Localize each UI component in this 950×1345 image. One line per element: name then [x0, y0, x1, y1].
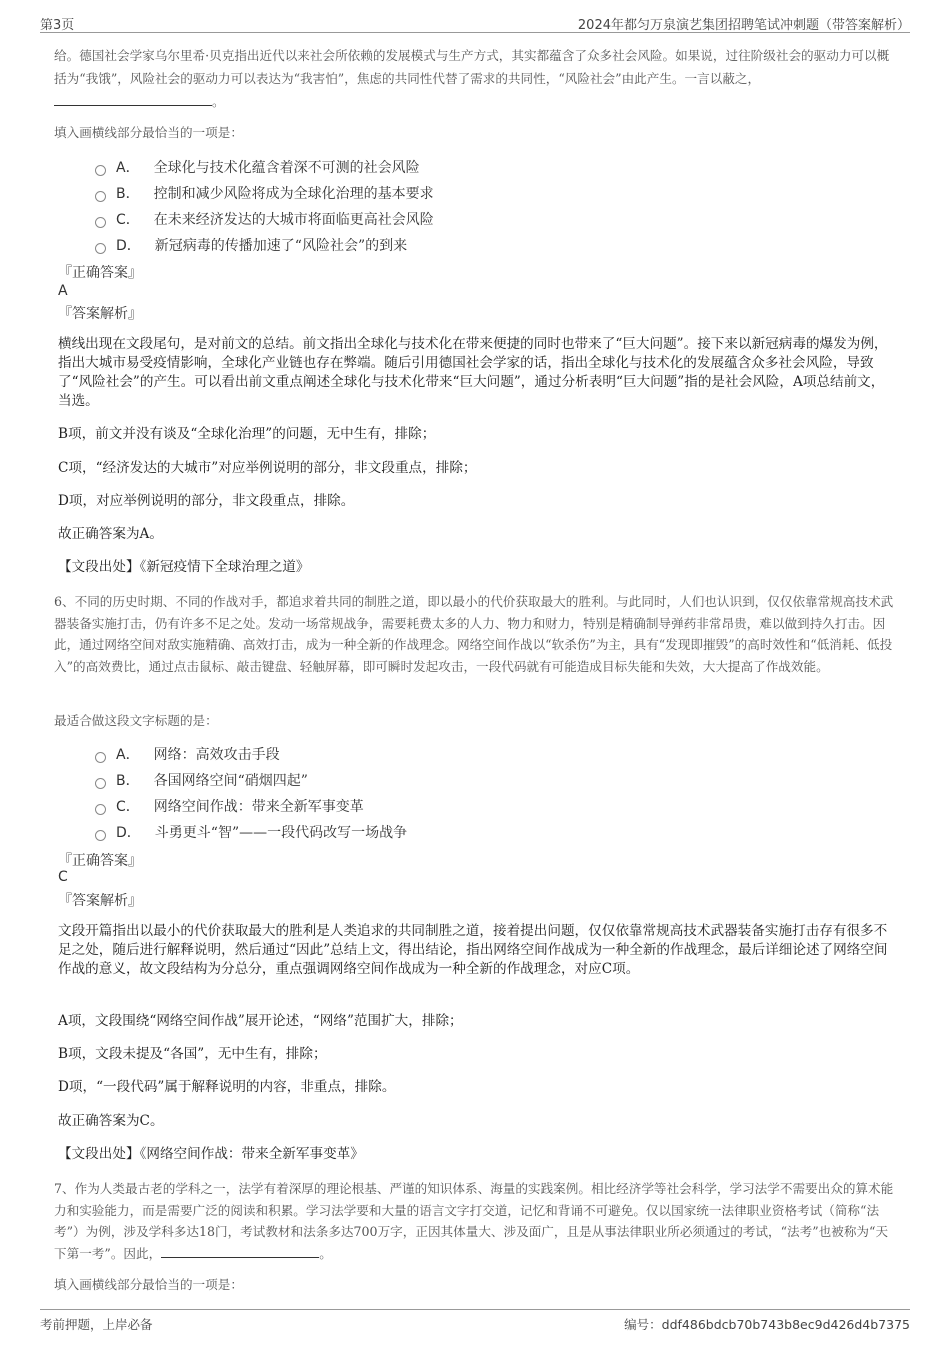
q7-passage-text: 7、作为人类最古老的学科之一，法学有着深厚的理论根基、严谨的知识体系、海量的实践案例。相比经济学等社会科学，学习法学不需要出众的算术能力和实验能力，而是需要广泛的阅读和积累。学习法学要和大量的语言文字打交道，记忆和背诵不可避免。仅以国家统一法律职业资格考试（简称“法考”）为例，涉及学科多达18门，考试教材和法条多达700万字，正因其体量大、涉及面广，且是从事法律职业所必须通过的考试，“法考”也被称为“天下第一考”。因此， [54, 1181, 894, 1261]
q5-correct-answer: A [58, 283, 68, 299]
radio-icon[interactable] [95, 165, 106, 176]
q6-option-c[interactable] [95, 796, 364, 816]
radio-icon[interactable] [95, 804, 106, 815]
q5-correct-answer-label: 『正确答案』 [58, 265, 142, 281]
radio-icon[interactable] [95, 778, 106, 789]
footer-slogan: 考前押题，上岸必备 [40, 1317, 153, 1332]
option-letter: B． [116, 773, 140, 789]
option-text: 斗勇更斗“智”——一段代码改写一场战争 [154, 825, 408, 841]
answer-blank [54, 93, 212, 106]
q6-explanation-main: 文段开篇指出以最小的代价获取最大的胜利是人类追求的共同制胜之道，接着提出问题，仅仅依靠常规高技术武器装备实施打击存有很多不足之处，随后进行解释说明，然后通过“因此”总结上文，得出结论，指出网络空间作战成为一种全新的作战理念，最后详细论述了网络空间作战的意义，故文段结构为分总分，重点强调网络空间作战成为一种全新的作战理念，对应C项。 [58, 923, 888, 977]
q5-explanation-c: C项，“经济发达的大城市”对应举例说明的部分，非文段重点，排除； [58, 460, 477, 476]
q5-option-d[interactable] [95, 235, 407, 255]
page-header [40, 12, 910, 33]
radio-icon[interactable] [95, 752, 106, 763]
q6-explanation-a: A项，文段围绕“网络空间作战”展开论述，“网络”范围扩大，排除； [58, 1013, 463, 1029]
option-text: 网络空间作战：带来全新军事变革 [153, 799, 364, 815]
q5-option-c[interactable] [95, 209, 434, 229]
option-text: 各国网络空间“硝烟四起” [153, 773, 308, 789]
code-label: 编号： [624, 1317, 662, 1332]
radio-icon[interactable] [95, 191, 106, 202]
q5-source: 【文段出处】《新冠疫情下全球治理之道》 [58, 559, 310, 575]
q5-conclusion: 故正确答案为A。 [58, 526, 163, 542]
q5-explanation-b: B项，前文并没有谈及“全球化治理”的问题，无中生有，排除； [58, 426, 436, 442]
option-letter: C． [116, 212, 140, 228]
q6-correct-answer: C [58, 869, 68, 885]
q6-option-d[interactable] [95, 822, 407, 842]
radio-icon[interactable] [95, 830, 106, 841]
q6-source: 【文段出处】《网络空间作战：带来全新军事变革》 [58, 1146, 364, 1162]
q5-passage-text: 给。德国社会学家乌尔里希·贝克指出近代以来社会所依赖的发展模式与生产方式，其实都蕴含了众多社会风险。如果说，过往阶级社会的驱动力可以概括为“我饿”，风险社会的驱动力可以表达为“我害怕”，焦虑的共同性代替了需求的共同性，“风险社会”由此产生。一言以蔽之， [54, 48, 890, 86]
option-text: 在未来经济发达的大城市将面临更高社会风险 [153, 212, 434, 228]
option-letter: B． [116, 186, 140, 202]
q5-option-b[interactable] [95, 183, 434, 203]
code-value: ddf486bdcb70b743b8ec9d426d4b7375 [661, 1317, 910, 1332]
q6-option-a[interactable] [95, 744, 280, 764]
radio-icon[interactable] [95, 217, 106, 228]
q6-analysis-label: 『答案解析』 [58, 893, 142, 909]
answer-blank [161, 1245, 319, 1258]
q5-option-a[interactable] [95, 157, 420, 177]
q7-prompt: 填入画横线部分最恰当的一项是： [54, 1277, 243, 1292]
q6-correct-answer-label: 『正确答案』 [58, 853, 142, 869]
option-letter: C． [116, 799, 140, 815]
q7-passage-end: 。 [319, 1245, 332, 1261]
option-text: 控制和减少风险将成为全球化治理的基本要求 [153, 186, 434, 202]
q5-analysis-label: 『答案解析』 [58, 306, 142, 322]
q6-explanation-b: B项，文段未提及“各国”，无中生有，排除； [58, 1046, 327, 1062]
q5-passage-end: 。 [212, 94, 225, 109]
q6-option-b[interactable] [95, 770, 308, 790]
page-footer [40, 1309, 910, 1332]
document-title: 2024年都匀万泉演艺集团招聘笔试冲刺题（带答案解析） [577, 18, 910, 33]
q5-passage [54, 44, 900, 113]
q6-prompt: 最适合做这段文字标题的是： [54, 713, 218, 728]
option-text: 网络：高效攻击手段 [153, 747, 280, 763]
q6-passage: 6、不同的历史时期、不同的作战对手，都追求着共同的制胜之道，即以最小的代价获取最大的胜利。与此同时，人们也认识到，仅仅依靠常规高技术武器装备实施打击，仍有许多不足之处。发动一场常规战争，需要耗费太多的人力、物力和财力，特别是精确制导弹药非常昂贵，难以做到持久打击。因此，通过网络空间对敌实施精确、高效打击，成为一种全新的作战理念。网络空间作战以“软杀伤”为主，具有“发现即摧毁”的高时效性和“低消耗、低投入”的高效费比，通过点击鼠标、敲击键盘、轻触屏幕，即可瞬时发起攻击，一段代码就有可能造成目标失能和失效，大大提高了作战效能。 [54, 594, 894, 674]
page-number: 第3页 [40, 18, 75, 33]
q5-explanation-d: D项，对应举例说明的部分，非文段重点，排除。 [58, 493, 355, 509]
option-letter: D． [116, 825, 141, 841]
radio-icon[interactable] [95, 243, 106, 254]
q6-conclusion: 故正确答案为C。 [58, 1113, 164, 1129]
option-letter: A． [116, 160, 140, 176]
option-text: 全球化与技术化蕴含着深不可测的社会风险 [153, 160, 420, 176]
q5-prompt: 填入画横线部分最恰当的一项是： [54, 125, 243, 140]
option-letter: A． [116, 747, 140, 763]
document-code [624, 1315, 910, 1333]
option-text: 新冠病毒的传播加速了“风险社会”的到来 [154, 238, 408, 254]
q7-passage [54, 1178, 900, 1264]
option-letter: D． [116, 238, 141, 254]
q6-explanation-d: D项，“一段代码”属于解释说明的内容，非重点，排除。 [58, 1079, 396, 1095]
q5-explanation-main: 横线出现在文段尾句，是对前文的总结。前文指出全球化与技术化在带来便捷的同时也带来了“巨大问题”。接下来以新冠病毒的爆发为例，指出大城市易受疫情影响，全球化产业链也存在弊端。随后引用德国社会学家的话，指出全球化与技术化的发展蕴含众多社会风险，导致了“风险社会”的产生。可以看出前文重点阐述全球化与技术化带来“巨大问题”，通过分析表明“巨大问题”指的是社会风险，A项总结前文，当选。 [58, 336, 888, 409]
